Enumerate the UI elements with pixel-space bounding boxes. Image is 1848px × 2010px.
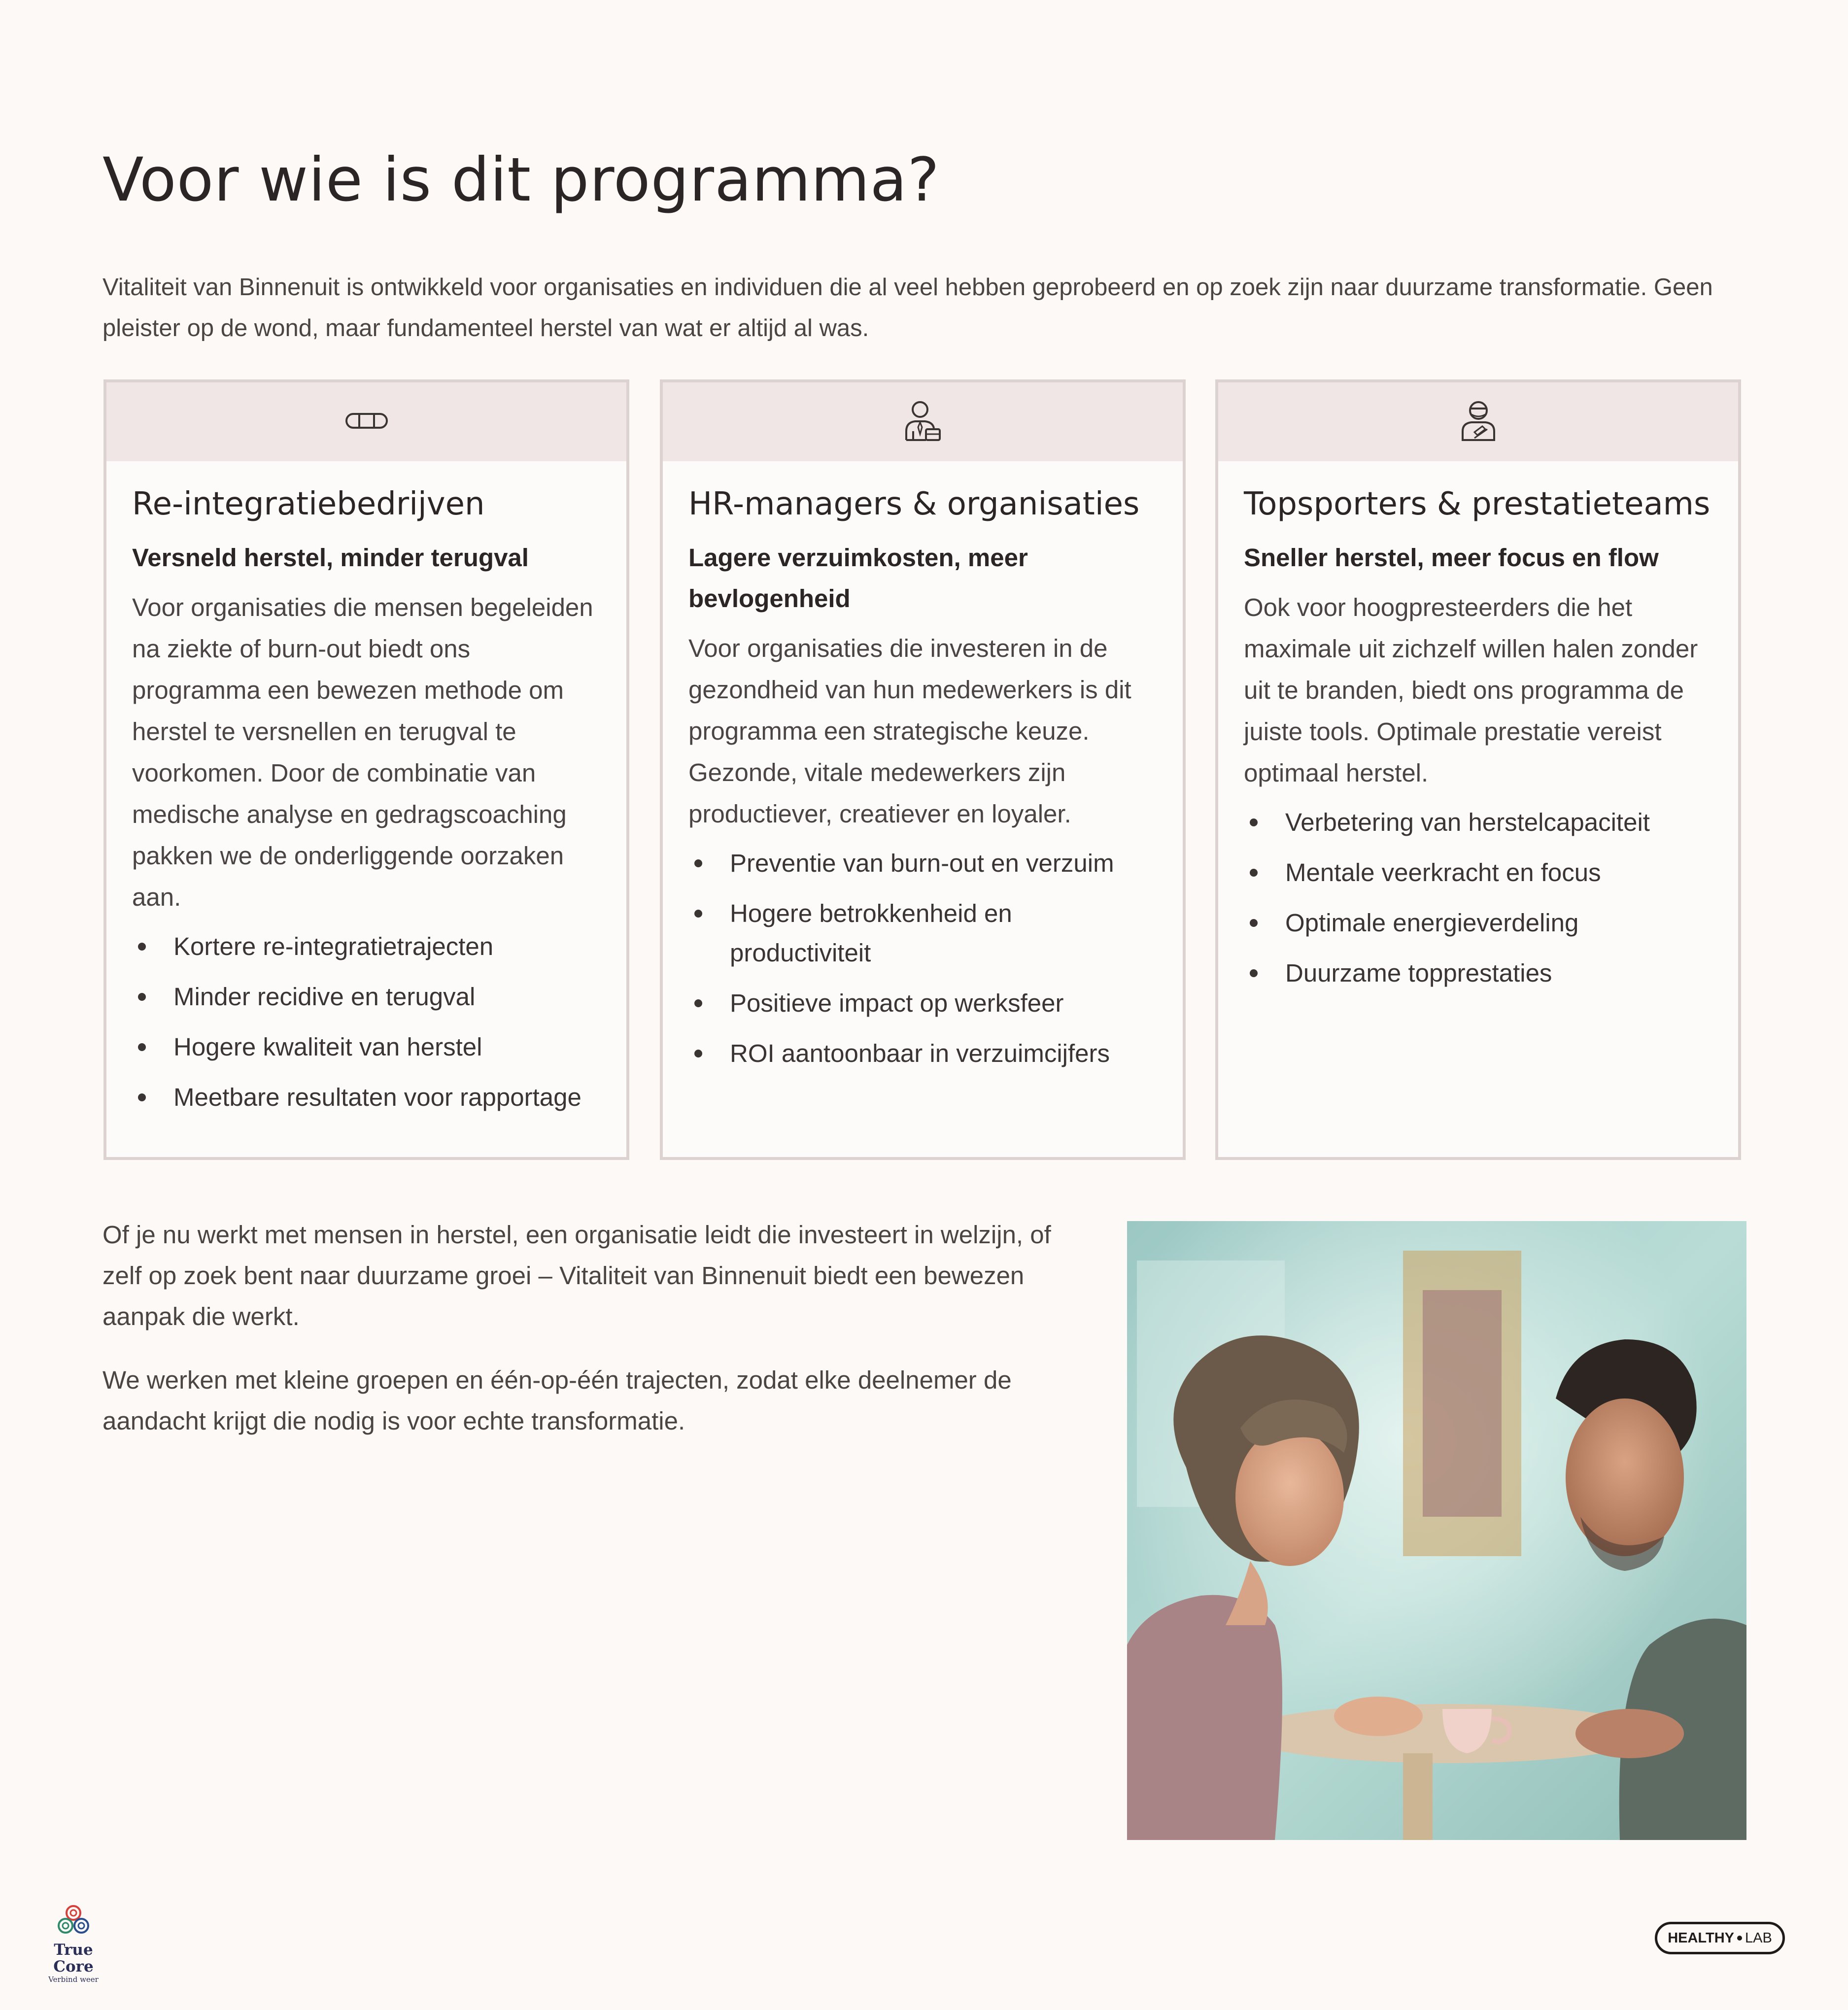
card-title: HR-managers & organisaties [688, 486, 1140, 522]
logo-part-2: LAB [1745, 1930, 1772, 1946]
list-item [1244, 903, 1712, 943]
bullet-icon [138, 1093, 146, 1101]
card-hr-managers [660, 379, 1186, 1160]
truecore-logo [36, 1903, 110, 1984]
list-item-text: ROI aantoonbaar in verzuimcijfers [730, 1039, 1110, 1067]
bullet-icon [694, 999, 702, 1007]
list-item-text: Hogere kwaliteit van herstel [173, 1033, 482, 1061]
bullet-icon [1250, 869, 1258, 877]
closing-text [103, 1214, 1093, 1464]
logo-tagline: Verbind weer [48, 1975, 99, 1984]
card-header [1218, 382, 1738, 461]
card-header [106, 382, 626, 461]
bandage-icon [344, 411, 389, 433]
closing-paragraph-2: We werken met kleine groepen en één-op-één trajecten, zodat elke deelnemer de aandacht krijgt die nodig is voor echte transformatie. [103, 1366, 1012, 1435]
card-bullet-list [132, 927, 601, 1117]
list-item-text: Positieve impact op werksfeer [730, 989, 1064, 1017]
card-bullet-list [688, 844, 1157, 1073]
card-reintegration [103, 379, 629, 1160]
list-item [688, 1034, 1157, 1073]
bullet-icon [138, 943, 146, 951]
coaching-photo [1127, 1221, 1746, 1840]
manager-icon [903, 400, 943, 444]
list-item [688, 844, 1157, 883]
logo-part-1: HEALTHY [1668, 1930, 1734, 1946]
card-subtitle: Lagere verzuimkosten, meer bevlogenheid [688, 544, 1028, 613]
card-text: Ook voor hoogpresteerders die het maximale uit zichzelf willen halen zonder uit te branden, biedt ons programma de juiste tools. Optimale prestatie vereist optimaal herstel. [1244, 593, 1698, 787]
card-header [663, 382, 1183, 461]
page-title: Voor wie is dit programma? [103, 145, 940, 215]
bullet-icon [694, 859, 702, 867]
dot-icon [1737, 1936, 1742, 1941]
list-item-text: Hogere betrokkenheid en productiviteit [730, 899, 1012, 967]
list-item [132, 927, 601, 966]
intro-paragraph: Vitaliteit van Binnenuit is ontwikkeld voor organisaties en individuen die al veel hebben geprobeerd en op zoek zijn naar duurzame transformatie. Geen pleister op de wond, maar fundamenteel herstel van wat er altijd al was. [103, 274, 1713, 341]
list-item [1244, 954, 1712, 993]
list-item [132, 977, 601, 1017]
bullet-icon [1250, 818, 1258, 826]
list-item-text: Duurzame topprestaties [1285, 959, 1552, 987]
list-item [1244, 803, 1712, 842]
card-athletes [1215, 379, 1741, 1160]
list-item-text: Minder recidive en terugval [173, 983, 476, 1011]
list-item [1244, 853, 1712, 892]
card-title: Re-integratiebedrijven [132, 486, 485, 522]
card-text: Voor organisaties die investeren in de gezondheid van hun medewerkers is dit programma een strategische keuze. Gezonde, vitale medewerkers zijn productiever, creatiever en loyaler. [688, 634, 1131, 828]
card-subtitle: Sneller herstel, meer focus en flow [1244, 544, 1659, 572]
card-text: Voor organisaties die mensen begeleiden na ziekte of burn-out biedt ons programma een bewezen methode om herstel te versnellen en terugval te voorkomen. Door de combinatie van medische analyse en gedragscoaching pakken we de onderliggende oorzaken aan. [132, 593, 593, 911]
list-item [688, 984, 1157, 1023]
healthylab-logo [1655, 1922, 1785, 1954]
list-item-text: Optimale energieverdeling [1285, 909, 1579, 937]
list-item-text: Meetbare resultaten voor rapportage [173, 1083, 582, 1111]
list-item [688, 894, 1157, 973]
card-bullet-list [1244, 803, 1712, 993]
logo-brand: True Core [53, 1941, 94, 1976]
triskelion-icon [54, 1903, 93, 1938]
card-subtitle: Versneld herstel, minder terugval [132, 544, 529, 572]
bullet-icon [1250, 919, 1258, 927]
list-item-text: Verbetering van herstelcapaciteit [1285, 808, 1650, 836]
card-title: Topsporters & prestatieteams [1244, 486, 1711, 522]
bullet-icon [138, 993, 146, 1001]
bullet-icon [694, 910, 702, 918]
bullet-icon [1250, 969, 1258, 977]
list-item [132, 1027, 601, 1067]
list-item-text: Kortere re-integratietrajecten [173, 932, 494, 960]
closing-paragraph-1: Of je nu werkt met mensen in herstel, een organisatie leidt die investeert in welzijn, of zelf op zoek bent naar duurzame groei – Vitaliteit van Binnenuit biedt een bewezen aanpak die werkt. [103, 1221, 1051, 1330]
bullet-icon [694, 1050, 702, 1057]
athlete-icon [1460, 400, 1497, 444]
list-item-text: Preventie van burn-out en verzuim [730, 849, 1114, 877]
bullet-icon [138, 1043, 146, 1051]
list-item-text: Mentale veerkracht en focus [1285, 858, 1601, 886]
list-item [132, 1078, 601, 1117]
